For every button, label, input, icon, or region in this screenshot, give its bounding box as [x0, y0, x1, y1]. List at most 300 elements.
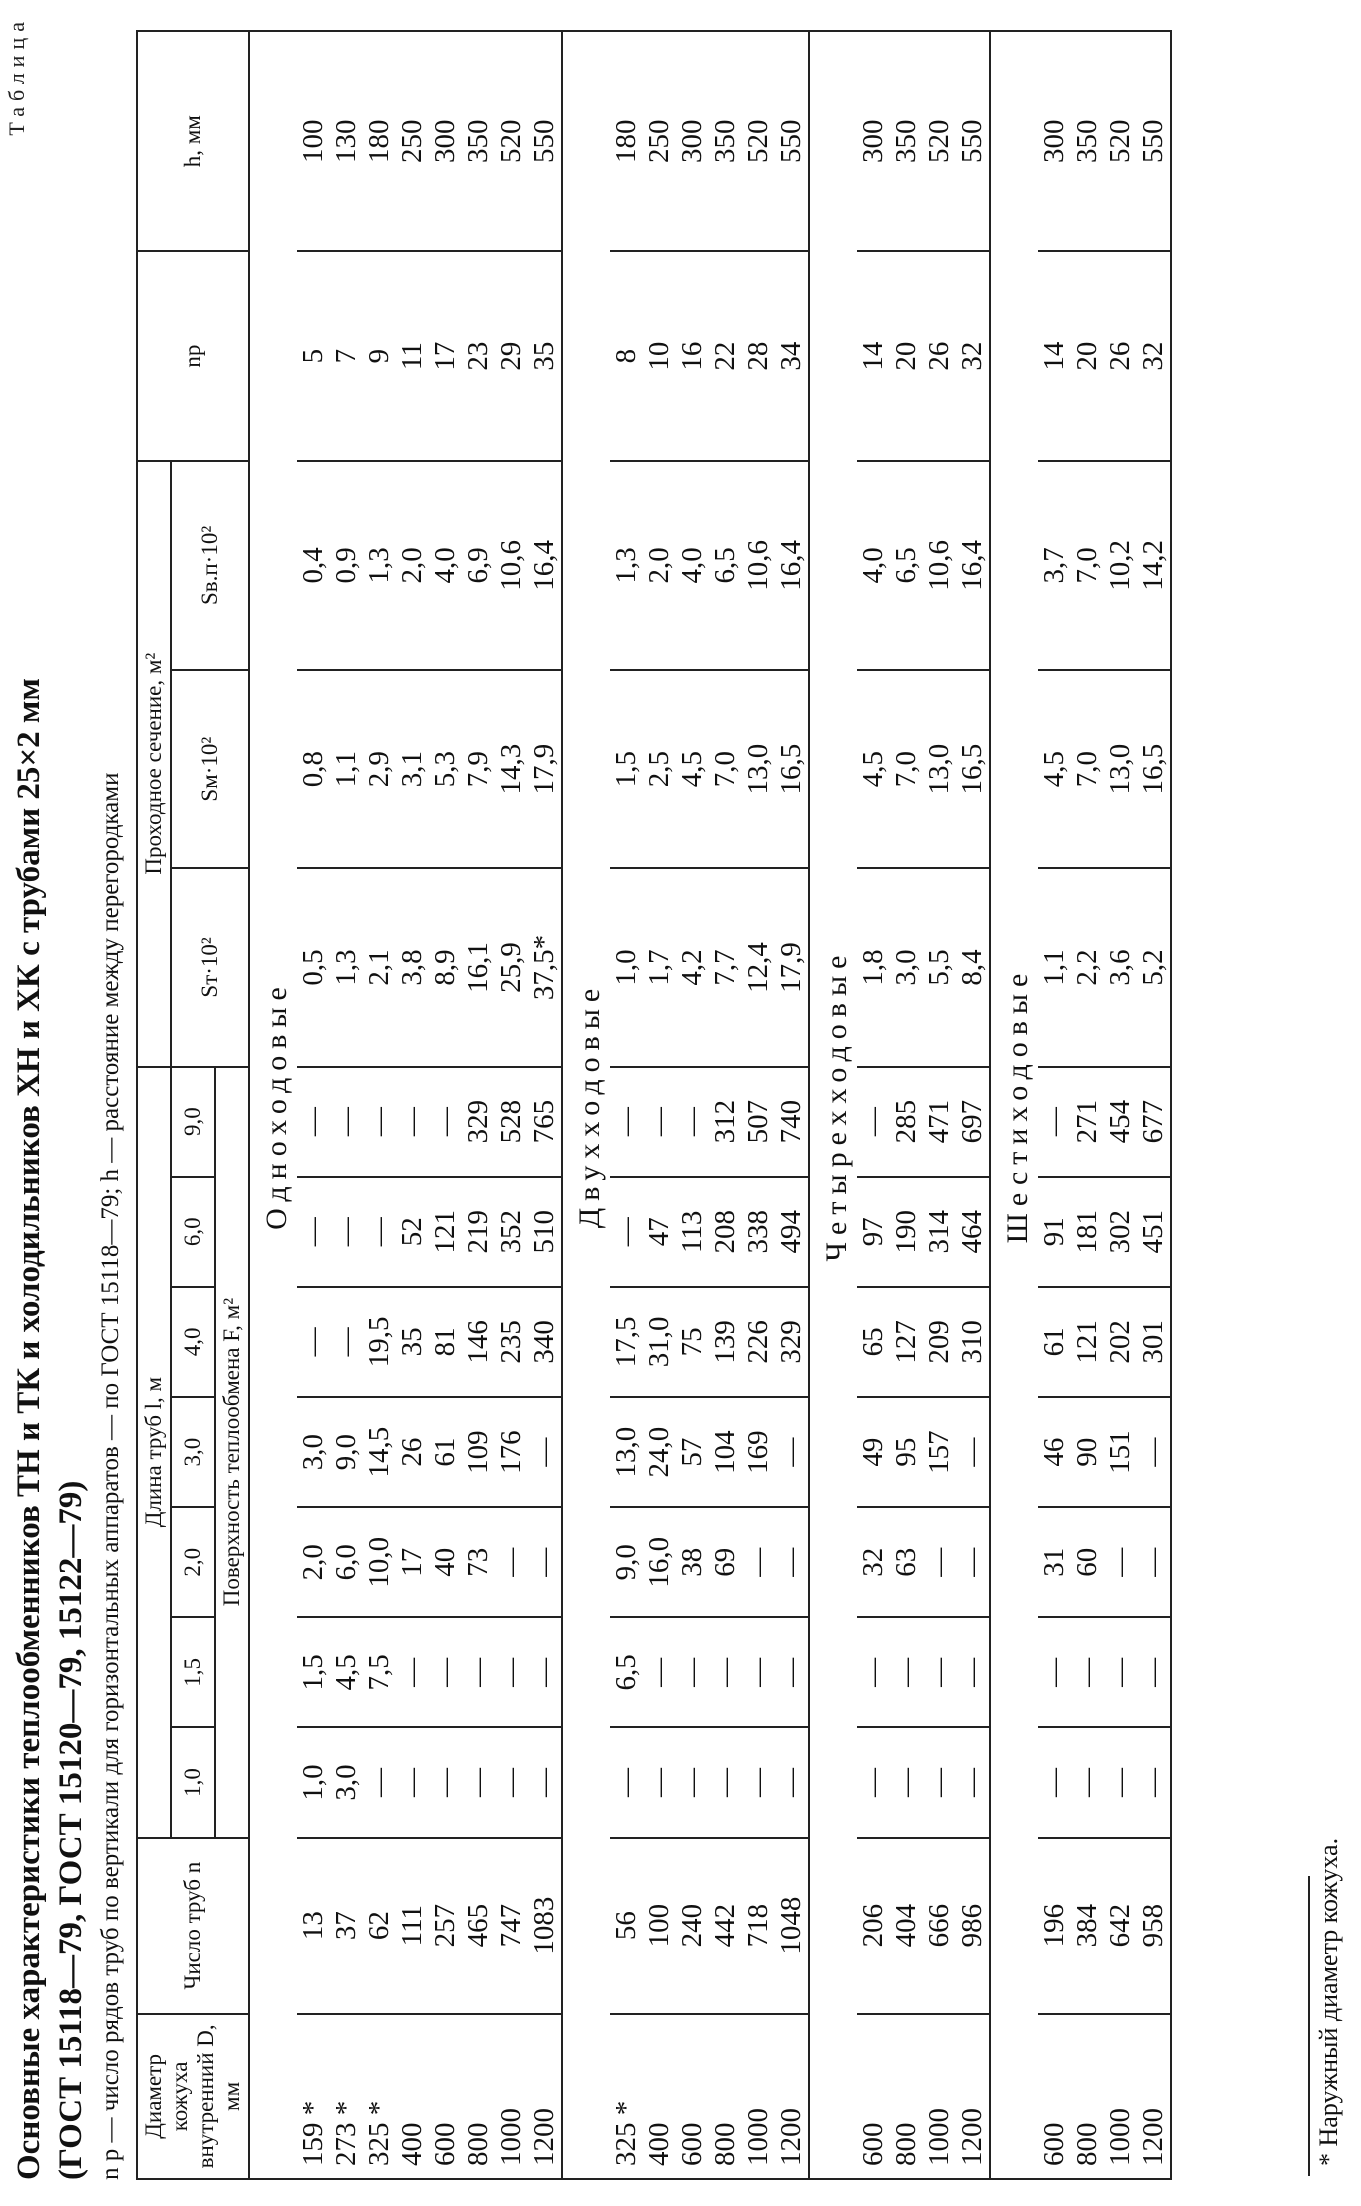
table-cell: 7,0 — [890, 670, 923, 868]
table-cell: 7,0 — [709, 670, 742, 868]
table-cell: 747 — [495, 1838, 528, 2014]
table-cell: 17 — [429, 251, 462, 460]
table-cell: 57 — [676, 1397, 709, 1507]
table-cell: 29 — [495, 251, 528, 460]
table-cell: — — [956, 1397, 990, 1507]
table-cell: 464 — [956, 1177, 990, 1287]
table-cell: 310 — [956, 1287, 990, 1397]
table-cell: 20 — [1071, 251, 1104, 460]
table-cell: 69 — [709, 1507, 742, 1617]
table-row — [528, 31, 562, 2179]
table-cell: 26 — [923, 251, 956, 460]
table-cell: 1,7 — [643, 868, 676, 1066]
table-cell: 350 — [709, 31, 742, 251]
table-cell: 451 — [1137, 1177, 1171, 1287]
table-cell: 1,0 — [610, 868, 643, 1066]
table-cell: — — [775, 1727, 809, 1837]
table-cell: 642 — [1104, 1838, 1137, 2014]
table-cell: 352 — [495, 1177, 528, 1287]
table-cell: — — [429, 1067, 462, 1177]
table-cell: 60 — [1071, 1507, 1104, 1617]
table-cell: 13,0 — [1104, 670, 1137, 868]
table-row — [462, 31, 495, 2179]
table-cell: — — [1038, 1067, 1071, 1177]
table-cell: 32 — [956, 251, 990, 460]
table-cell: 2,2 — [1071, 868, 1104, 1066]
table-cell: 20 — [890, 251, 923, 460]
table-cell: 507 — [742, 1067, 775, 1177]
table-cell: 302 — [1104, 1177, 1137, 1287]
table-cell: 250 — [396, 31, 429, 251]
table-cell: 1,5 — [610, 670, 643, 868]
table-cell: 550 — [1137, 31, 1171, 251]
table-cell: 765 — [528, 1067, 562, 1177]
table-cell: — — [775, 1617, 809, 1727]
table-cell: 65 — [857, 1287, 890, 1397]
table-cell: 2,9 — [363, 670, 396, 868]
table-cell: 329 — [462, 1067, 495, 1177]
table-cell: — — [1137, 1727, 1171, 1837]
table-cell: 550 — [775, 31, 809, 251]
table-cell: 14 — [857, 251, 890, 460]
table-cell: — — [857, 1727, 890, 1837]
table-row — [1071, 31, 1104, 2179]
table-cell: 16,5 — [1137, 670, 1171, 868]
table-cell: 16,4 — [775, 461, 809, 670]
table-cell: 130 — [330, 31, 363, 251]
table-cell: 1200 — [956, 2014, 990, 2179]
table-cell: 1,1 — [330, 670, 363, 868]
table-cell: 494 — [775, 1177, 809, 1287]
table-cell: 520 — [1104, 31, 1137, 251]
table-cell: 1,8 — [857, 868, 890, 1066]
table-cell: 329 — [775, 1287, 809, 1397]
table-cell: 7,9 — [462, 670, 495, 868]
table-cell: 3,0 — [890, 868, 923, 1066]
table-cell: 13,0 — [742, 670, 775, 868]
table-cell: 240 — [676, 1838, 709, 2014]
table-cell: 300 — [676, 31, 709, 251]
table-cell: — — [643, 1727, 676, 1837]
table-cell: 1048 — [775, 1838, 809, 2014]
table-cell: 350 — [462, 31, 495, 251]
table-cell: 56 — [610, 1838, 643, 2014]
table-cell: 17,5 — [610, 1287, 643, 1397]
table-cell: — — [396, 1727, 429, 1837]
table-cell: 196 — [1038, 1838, 1071, 2014]
table-cell: 16,5 — [956, 670, 990, 868]
table-cell: 14,2 — [1137, 461, 1171, 670]
table-cell: 61 — [429, 1397, 462, 1507]
table-cell: — — [1038, 1727, 1071, 1837]
table-cell: — — [923, 1617, 956, 1727]
table-cell: 301 — [1137, 1287, 1171, 1397]
table-cell: — — [1137, 1507, 1171, 1617]
table-cell: 800 — [1071, 2014, 1104, 2179]
table-cell: 600 — [676, 2014, 709, 2179]
table-cell: 202 — [1104, 1287, 1137, 1397]
table-cell: 800 — [890, 2014, 923, 2179]
section-title: Двухходовые — [562, 31, 610, 2179]
table-cell: 0,9 — [330, 461, 363, 670]
section-row — [562, 31, 610, 2179]
table-cell: 10,6 — [923, 461, 956, 670]
table-cell: 235 — [495, 1287, 528, 1397]
table-cell: 1,3 — [610, 461, 643, 670]
table-cell: 740 — [775, 1067, 809, 1177]
table-cell: 9 — [363, 251, 396, 460]
table-cell: 31 — [1038, 1507, 1071, 1617]
table-row — [956, 31, 990, 2179]
table-cell: — — [610, 1177, 643, 1287]
table-cell: 600 — [1038, 2014, 1071, 2179]
table-cell: 1000 — [923, 2014, 956, 2179]
table-cell: 4,2 — [676, 868, 709, 1066]
table-cell: 9,0 — [330, 1397, 363, 1507]
table-cell: 91 — [1038, 1177, 1071, 1287]
table-cell: — — [742, 1617, 775, 1727]
table-cell: 180 — [363, 31, 396, 251]
table-cell: 600 — [429, 2014, 462, 2179]
table-cell: 219 — [462, 1177, 495, 1287]
table-cell: 7,0 — [1071, 670, 1104, 868]
table-cell: 28 — [742, 251, 775, 460]
table-cell: — — [610, 1067, 643, 1177]
header-length: 4,0 — [171, 1287, 215, 1397]
table-cell: 31,0 — [643, 1287, 676, 1397]
table-cell: 271 — [1071, 1067, 1104, 1177]
table-cell: 800 — [462, 2014, 495, 2179]
table-cell: 520 — [923, 31, 956, 251]
table-cell: 6,5 — [709, 461, 742, 670]
table-cell: 10,6 — [495, 461, 528, 670]
table-row — [330, 31, 363, 2179]
table-cell: 1200 — [528, 2014, 562, 2179]
table-cell: — — [330, 1067, 363, 1177]
table-cell: 338 — [742, 1177, 775, 1287]
table-cell: 8,4 — [956, 868, 990, 1066]
table-cell: 0,5 — [297, 868, 330, 1066]
table-row — [676, 31, 709, 2179]
table-cell: 1,3 — [363, 461, 396, 670]
header-cross-section: Проходное сечение, м² — [137, 461, 171, 1067]
table-cell: 32 — [1137, 251, 1171, 460]
table-cell: — — [1137, 1617, 1171, 1727]
header-tubes: Число труб n — [137, 1838, 249, 2014]
table-cell: 4,0 — [676, 461, 709, 670]
table-cell: 8,9 — [429, 868, 462, 1066]
table-cell: 528 — [495, 1067, 528, 1177]
table-note: n р — число рядов труб по вертикали для горизонтальных аппаратов — по ГОСТ 15118—79; h — расстояние между перегородками — [97, 772, 124, 2180]
table-cell: 14,5 — [363, 1397, 396, 1507]
table-row — [610, 31, 643, 2179]
section-title: Шестиходовые — [990, 31, 1038, 2179]
table-subtitle: (ГОСТ 15118—79, ГОСТ 15120—79, 15122—79) — [53, 1480, 89, 2180]
table-cell: 1000 — [1104, 2014, 1137, 2179]
table-cell: 1083 — [528, 1838, 562, 2014]
table-cell: 5 — [297, 251, 330, 460]
table-cell: 37 — [330, 1838, 363, 2014]
table-cell: 113 — [676, 1177, 709, 1287]
table-cell: — — [363, 1067, 396, 1177]
table-cell: 121 — [429, 1177, 462, 1287]
table-cell: 81 — [429, 1287, 462, 1397]
table-cell: 49 — [857, 1397, 890, 1507]
table-cell: 73 — [462, 1507, 495, 1617]
table-cell: 3,6 — [1104, 868, 1137, 1066]
table-cell: — — [462, 1617, 495, 1727]
table-cell: 104 — [709, 1397, 742, 1507]
header-s-m: Sм·10² — [171, 670, 249, 868]
table-cell: 400 — [396, 2014, 429, 2179]
table-cell: 4,0 — [429, 461, 462, 670]
table-cell: — — [890, 1727, 923, 1837]
table-cell: — — [495, 1727, 528, 1837]
table-cell: 3,0 — [297, 1397, 330, 1507]
table-cell: — — [923, 1507, 956, 1617]
table-cell: 32 — [857, 1507, 890, 1617]
table-cell: — — [676, 1617, 709, 1727]
table-cell: 22 — [709, 251, 742, 460]
table-row — [495, 31, 528, 2179]
table-cell: 180 — [610, 31, 643, 251]
table-cell: 151 — [1104, 1397, 1137, 1507]
table-cell: 16,0 — [643, 1507, 676, 1617]
table-cell: 169 — [742, 1397, 775, 1507]
table-cell: 2,0 — [297, 1507, 330, 1617]
table-cell: 7,5 — [363, 1617, 396, 1727]
header-length: 6,0 — [171, 1177, 215, 1287]
table-cell: 2,0 — [396, 461, 429, 670]
table-cell: 325 * — [363, 2014, 396, 2179]
table-cell: — — [956, 1617, 990, 1727]
header-np: nр — [137, 251, 249, 460]
table-cell: 139 — [709, 1287, 742, 1397]
table-cell: — — [1038, 1617, 1071, 1727]
section-row — [990, 31, 1038, 2179]
table-row — [429, 31, 462, 2179]
table-cell: 273 * — [330, 2014, 363, 2179]
table-cell: 63 — [890, 1507, 923, 1617]
table-cell: — — [857, 1617, 890, 1727]
header-h: h, мм — [137, 31, 249, 251]
table-cell: 4,5 — [330, 1617, 363, 1727]
table-cell: — — [709, 1617, 742, 1727]
table-cell: 1,5 — [297, 1617, 330, 1727]
table-cell: 100 — [643, 1838, 676, 2014]
table-cell: 6,5 — [890, 461, 923, 670]
table-cell: 209 — [923, 1287, 956, 1397]
table-cell: 550 — [528, 31, 562, 251]
table-cell: 285 — [890, 1067, 923, 1177]
table-row — [709, 31, 742, 2179]
table-cell: 10 — [643, 251, 676, 460]
table-cell: 159 * — [297, 2014, 330, 2179]
table-cell: 17 — [396, 1507, 429, 1617]
table-cell: 0,8 — [297, 670, 330, 868]
table-cell: 226 — [742, 1287, 775, 1397]
table-cell: 13,0 — [923, 670, 956, 868]
header-diameter: Диаметр кожуха внутренний D, мм — [137, 2014, 249, 2179]
table-cell: 95 — [890, 1397, 923, 1507]
table-cell: 442 — [709, 1838, 742, 2014]
table-cell: 100 — [297, 31, 330, 251]
table-cell: 111 — [396, 1838, 429, 2014]
table-row — [643, 31, 676, 2179]
header-length-group: Длина труб l, м — [137, 1067, 171, 1838]
table-cell: — — [396, 1617, 429, 1727]
table-cell: 325 * — [610, 2014, 643, 2179]
table-cell: 1,1 — [1038, 868, 1071, 1066]
table-body — [249, 31, 1171, 2179]
table-title: Основные характеристики теплообменников ТН и ТК и холодильников ХН и ХК с трубами 25×2 мм — [11, 678, 47, 2180]
table-cell: — — [676, 1067, 709, 1177]
table-cell: 0,4 — [297, 461, 330, 670]
table-cell: — — [742, 1507, 775, 1617]
table-cell: — — [330, 1287, 363, 1397]
table-cell: — — [676, 1727, 709, 1837]
footnote: * Наружный диаметр кожуха. — [1314, 1837, 1343, 2166]
table-cell: — — [330, 1177, 363, 1287]
table-cell: — — [528, 1727, 562, 1837]
table-cell: — — [396, 1067, 429, 1177]
table-cell: 35 — [528, 251, 562, 460]
table-cell: — — [923, 1727, 956, 1837]
table-cell: — — [709, 1727, 742, 1837]
table-cell: — — [528, 1397, 562, 1507]
table-cell: 314 — [923, 1177, 956, 1287]
table-cell: 13,0 — [610, 1397, 643, 1507]
table-cell: 3,8 — [396, 868, 429, 1066]
table-cell: 5,5 — [923, 868, 956, 1066]
table-cell: 13 — [297, 1838, 330, 2014]
table-cell: 62 — [363, 1838, 396, 2014]
table-cell: 208 — [709, 1177, 742, 1287]
table-cell: 37,5* — [528, 868, 562, 1066]
table-cell: 340 — [528, 1287, 562, 1397]
table-cell: 6,0 — [330, 1507, 363, 1617]
table-cell: 47 — [643, 1177, 676, 1287]
table-cell: 471 — [923, 1067, 956, 1177]
table-cell: 16 — [676, 251, 709, 460]
table-row — [890, 31, 923, 2179]
header-row-1 — [137, 31, 171, 2179]
table-cell: 61 — [1038, 1287, 1071, 1397]
table-cell: 38 — [676, 1507, 709, 1617]
table-cell: — — [857, 1067, 890, 1177]
table-cell: — — [643, 1617, 676, 1727]
table-cell: 4,5 — [676, 670, 709, 868]
table-cell: 1000 — [742, 2014, 775, 2179]
table-cell: 90 — [1071, 1397, 1104, 1507]
table-cell: — — [462, 1727, 495, 1837]
table-cell: 6,5 — [610, 1617, 643, 1727]
table-cell: — — [528, 1617, 562, 1727]
header-length: 9,0 — [171, 1067, 215, 1177]
table-cell: 157 — [923, 1397, 956, 1507]
table-cell: 14,3 — [495, 670, 528, 868]
table-cell: 7,0 — [1071, 461, 1104, 670]
table-cell: 52 — [396, 1177, 429, 1287]
table-row — [363, 31, 396, 2179]
table-cell: 1200 — [775, 2014, 809, 2179]
table-row — [857, 31, 890, 2179]
table-cell: 190 — [890, 1177, 923, 1287]
table-cell: 510 — [528, 1177, 562, 1287]
table-cell: 4,5 — [857, 670, 890, 868]
header-s-t: Sт·10² — [171, 868, 249, 1066]
table-cell: 3,0 — [330, 1727, 363, 1837]
footnote-rule — [1308, 1876, 1310, 2176]
table-cell: 520 — [495, 31, 528, 251]
table-cell: — — [429, 1727, 462, 1837]
table-cell: 384 — [1071, 1838, 1104, 2014]
table-cell: — — [1104, 1507, 1137, 1617]
table-cell: 7,7 — [709, 868, 742, 1066]
table-cell: — — [742, 1727, 775, 1837]
table-cell: 10,2 — [1104, 461, 1137, 670]
table-cell: 121 — [1071, 1287, 1104, 1397]
table-cell: — — [956, 1507, 990, 1617]
table-row — [297, 31, 330, 2179]
table-cell: 17,9 — [775, 868, 809, 1066]
table-cell: 4,0 — [857, 461, 890, 670]
table-cell: 800 — [709, 2014, 742, 2179]
table-cell: 25,9 — [495, 868, 528, 1066]
table-cell: 46 — [1038, 1397, 1071, 1507]
table-cell: 300 — [429, 31, 462, 251]
table-cell: 206 — [857, 1838, 890, 2014]
table-cell: — — [1071, 1617, 1104, 1727]
section-row — [249, 31, 297, 2179]
table-cell: 400 — [643, 2014, 676, 2179]
header-length: 1,5 — [171, 1617, 215, 1727]
table-cell: — — [890, 1617, 923, 1727]
table-cell: 1000 — [495, 2014, 528, 2179]
table-row — [923, 31, 956, 2179]
table-cell: 4,5 — [1038, 670, 1071, 868]
table-cell: — — [495, 1617, 528, 1727]
table-cell: — — [1104, 1727, 1137, 1837]
table-cell: — — [1071, 1727, 1104, 1837]
table-cell: — — [297, 1287, 330, 1397]
table-cell: — — [363, 1727, 396, 1837]
table-cell: 34 — [775, 251, 809, 460]
table-cell: 14 — [1038, 251, 1071, 460]
table-cell: — — [297, 1067, 330, 1177]
table-cell: 300 — [1038, 31, 1071, 251]
table-row — [396, 31, 429, 2179]
table-cell: 16,1 — [462, 868, 495, 1066]
table-cell: 300 — [857, 31, 890, 251]
table-cell: 16,5 — [775, 670, 809, 868]
table-cell: 3,1 — [396, 670, 429, 868]
table-cell: 312 — [709, 1067, 742, 1177]
table-cell: — — [297, 1177, 330, 1287]
table-cell: 26 — [396, 1397, 429, 1507]
table-cell: 958 — [1137, 1838, 1171, 2014]
table-cell: 23 — [462, 251, 495, 460]
table-cell: 10,0 — [363, 1507, 396, 1617]
table-cell: 24,0 — [643, 1397, 676, 1507]
table-cell: 1,3 — [330, 868, 363, 1066]
table-cell: 718 — [742, 1838, 775, 2014]
table-cell: 17,9 — [528, 670, 562, 868]
table-cell: 19,5 — [363, 1287, 396, 1397]
table-cell: 3,7 — [1038, 461, 1071, 670]
table-cell: 350 — [1071, 31, 1104, 251]
table-row — [1038, 31, 1071, 2179]
